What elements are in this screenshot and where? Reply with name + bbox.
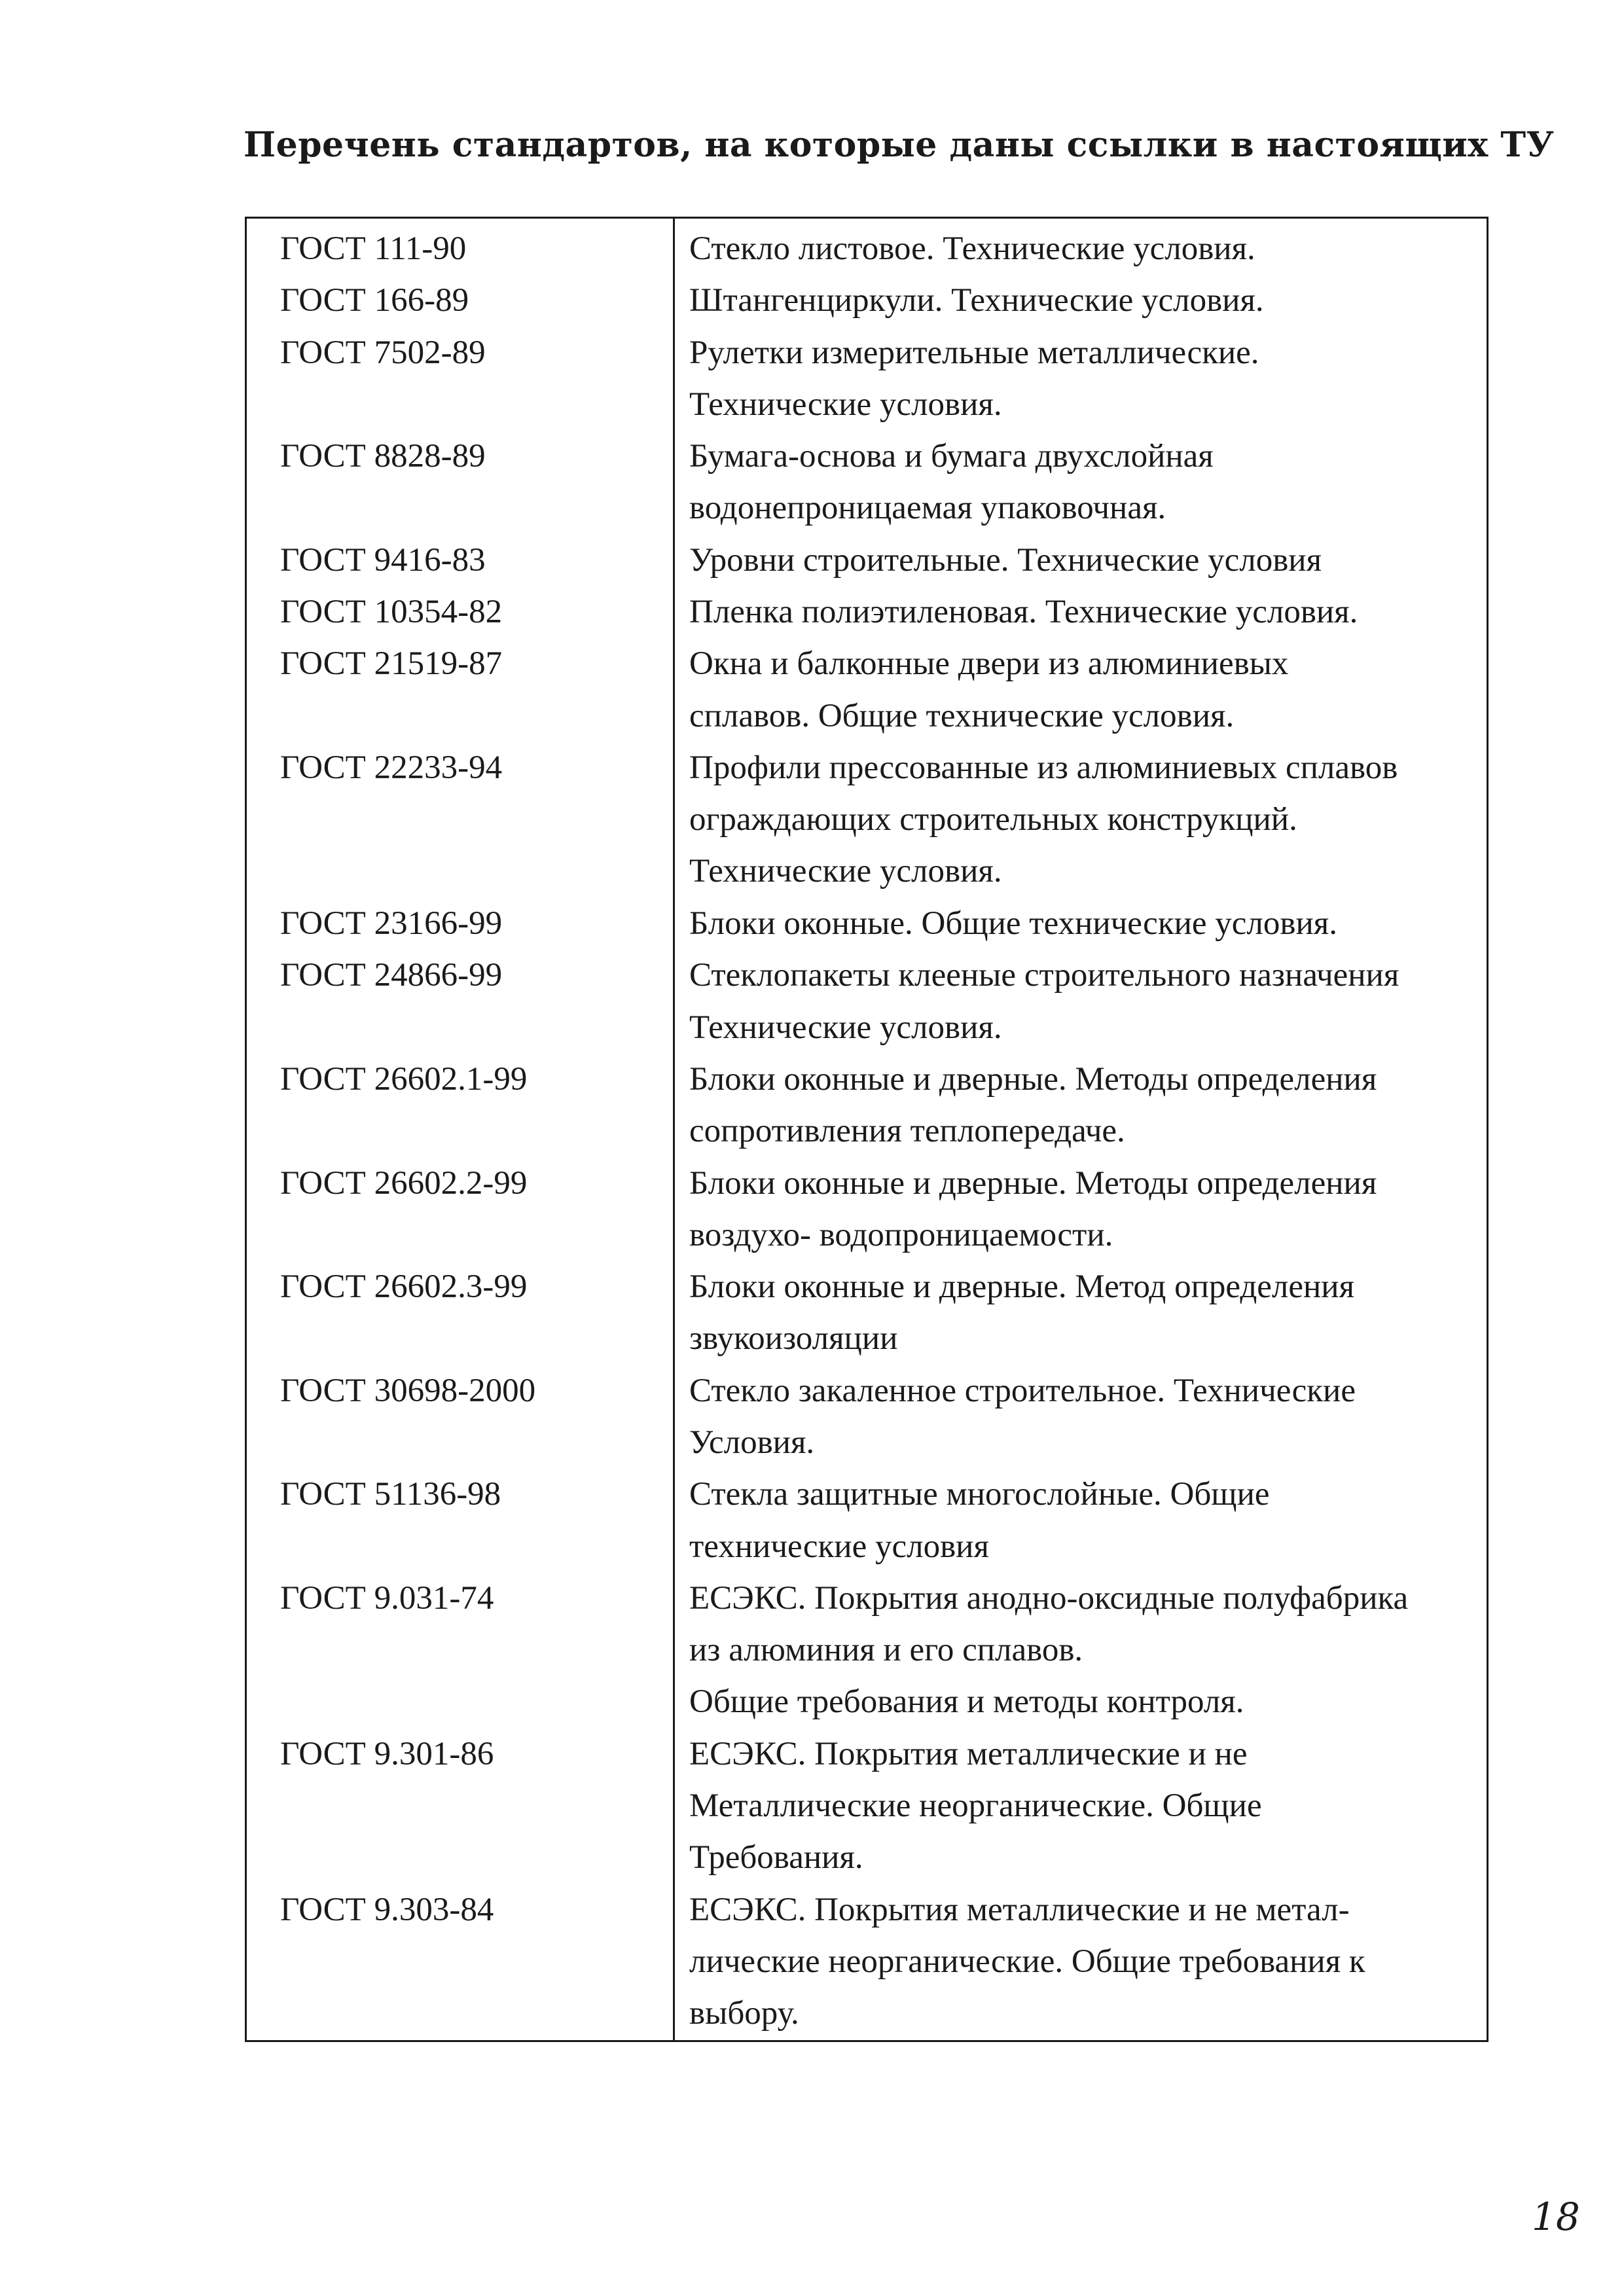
- standard-code: ГОСТ 8828-89: [246, 431, 674, 535]
- standard-code: ГОСТ 24866-99: [246, 950, 674, 1054]
- description-line: Стекло листовое. Технические условия.: [689, 230, 1255, 267]
- description-line: лические неорганические. Общие требования к: [689, 1943, 1365, 1981]
- description-line: сплавов. Общие технические условия.: [689, 697, 1235, 734]
- table-row: [246, 1884, 1488, 2041]
- standards-table: [245, 217, 1489, 2042]
- standard-description: [674, 327, 1488, 431]
- description-line: Требования.: [689, 1839, 863, 1876]
- standard-description: [674, 218, 1488, 276]
- standard-code: ГОСТ 10354-82: [246, 586, 674, 638]
- table-row: [246, 431, 1488, 535]
- description-line: Стекло закаленное строительное. Технические: [689, 1372, 1356, 1409]
- description-line: Блоки оконные и дверные. Методы определения: [689, 1164, 1377, 1202]
- description-line: Профили прессованные из алюминиевых сплавов: [689, 749, 1398, 787]
- standard-description: [674, 431, 1488, 535]
- description-line: Окна и балконные двери из алюминиевых: [689, 645, 1289, 683]
- page-title: Перечень стандартов, на которые даны ссылки в настоящих ТУ: [244, 125, 1555, 165]
- description-line: воздухо- водопроницаемости.: [689, 1216, 1113, 1253]
- table-row: [246, 742, 1488, 898]
- description-line: ограждающих строительных конструкций.: [689, 801, 1297, 838]
- standard-code: ГОСТ 7502-89: [246, 327, 674, 431]
- standard-code: ГОСТ 9416-83: [246, 535, 674, 586]
- standard-code: ГОСТ 51136-98: [246, 1469, 674, 1573]
- table-row: [246, 1729, 1488, 1884]
- standard-code: ГОСТ 22233-94: [246, 742, 674, 898]
- standard-code: ГОСТ 111-90: [246, 218, 674, 276]
- description-line: Металлические неорганические. Общие: [689, 1787, 1262, 1825]
- table-row: [246, 1469, 1488, 1573]
- standard-description: [674, 742, 1488, 898]
- standard-code: ГОСТ 26602.1-99: [246, 1054, 674, 1158]
- standard-description: [674, 898, 1488, 950]
- standard-description: [674, 1469, 1488, 1573]
- description-line: Блоки оконные и дверные. Методы определения: [689, 1060, 1377, 1098]
- table-row: [246, 1158, 1488, 1262]
- table-row: [246, 275, 1488, 327]
- table-row: [246, 327, 1488, 431]
- description-line: Общие требования и методы контроля.: [689, 1683, 1244, 1721]
- standard-description: [674, 1729, 1488, 1884]
- description-line: ЕСЭКС. Покрытия анодно-оксидные полуфабрика: [689, 1579, 1409, 1617]
- page-number: 18: [1532, 2195, 1580, 2239]
- table-row: [246, 898, 1488, 950]
- description-line: Стеклопакеты клееные строительного назначения: [689, 957, 1399, 994]
- description-line: водонепроницаемая упаковочная.: [689, 490, 1166, 527]
- description-line: из алюминия и его сплавов.: [689, 1632, 1083, 1669]
- description-line: Пленка полиэтиленовая. Технические условия.: [689, 594, 1358, 631]
- standard-description: [674, 638, 1488, 742]
- description-line: Технические условия.: [689, 853, 1002, 890]
- description-line: выбору.: [689, 1995, 799, 2032]
- standard-code: ГОСТ 21519-87: [246, 638, 674, 742]
- standard-code: ГОСТ 166-89: [246, 275, 674, 327]
- description-line: Стекла защитные многослойные. Общие: [689, 1476, 1270, 1513]
- description-line: Блоки оконные. Общие технические условия.: [689, 905, 1337, 942]
- standard-description: [674, 950, 1488, 1054]
- standards-table-body: [246, 218, 1488, 2041]
- description-line: ЕСЭКС. Покрытия металлические и не метал-: [689, 1891, 1350, 1928]
- standard-description: [674, 1365, 1488, 1469]
- description-line: ЕСЭКС. Покрытия металлические и не: [689, 1735, 1248, 1772]
- table-row: [246, 1261, 1488, 1365]
- table-row: [246, 1573, 1488, 1729]
- table-row: [246, 218, 1488, 276]
- description-line: технические условия: [689, 1528, 989, 1565]
- table-row: [246, 535, 1488, 586]
- description-line: Условия.: [689, 1424, 815, 1461]
- description-line: Рулетки измерительные металлические.: [689, 334, 1259, 371]
- standard-description: [674, 1261, 1488, 1365]
- standard-description: [674, 535, 1488, 586]
- table-row: [246, 586, 1488, 638]
- description-line: Технические условия.: [689, 1009, 1002, 1046]
- description-line: Бумага-основа и бумага двухслойная: [689, 438, 1214, 475]
- standard-description: [674, 275, 1488, 327]
- standard-code: ГОСТ 23166-99: [246, 898, 674, 950]
- standard-code: ГОСТ 26602.3-99: [246, 1261, 674, 1365]
- description-line: Уровни строительные. Технические условия: [689, 541, 1322, 579]
- table-row: [246, 1054, 1488, 1158]
- standard-description: [674, 1573, 1488, 1729]
- description-line: Штангенциркули. Технические условия.: [689, 282, 1264, 319]
- table-row: [246, 950, 1488, 1054]
- standard-code: ГОСТ 26602.2-99: [246, 1158, 674, 1262]
- standard-description: [674, 1884, 1488, 2041]
- standard-code: ГОСТ 9.031-74: [246, 1573, 674, 1729]
- description-line: Блоки оконные и дверные. Метод определения: [689, 1268, 1355, 1306]
- standard-description: [674, 586, 1488, 638]
- standard-description: [674, 1054, 1488, 1158]
- table-row: [246, 638, 1488, 742]
- description-line: звукоизоляции: [689, 1320, 898, 1357]
- description-line: сопротивления теплопередаче.: [689, 1113, 1125, 1150]
- standard-description: [674, 1158, 1488, 1262]
- description-line: Технические условия.: [689, 386, 1002, 423]
- standard-code: ГОСТ 30698-2000: [246, 1365, 674, 1469]
- standard-code: ГОСТ 9.303-84: [246, 1884, 674, 2041]
- standard-code: ГОСТ 9.301-86: [246, 1729, 674, 1884]
- table-row: [246, 1365, 1488, 1469]
